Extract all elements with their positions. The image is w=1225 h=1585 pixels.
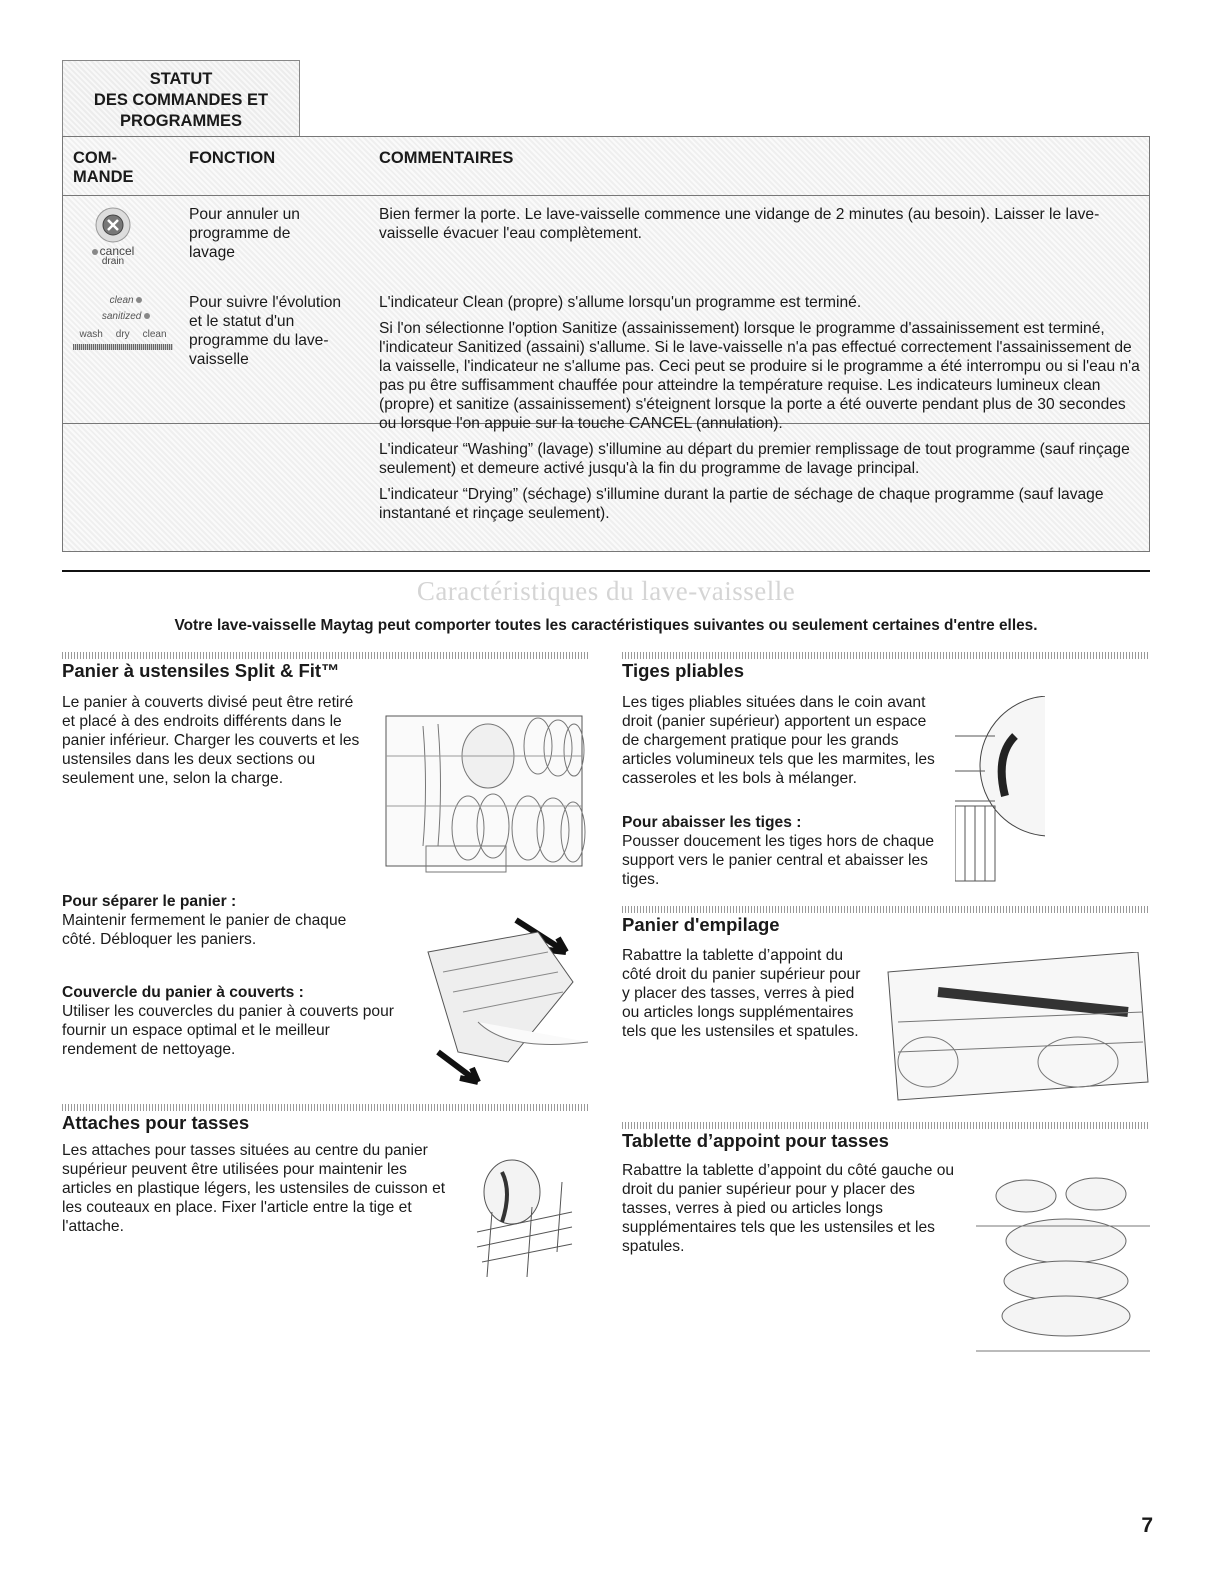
fold-tines-heading: Tiges pliables <box>622 660 745 681</box>
stacking-rack-illustration <box>878 952 1150 1102</box>
clean-led-icon <box>136 297 142 303</box>
clean-label: clean <box>142 329 167 340</box>
sanitized-led-icon <box>144 313 150 319</box>
arrow-down-icon <box>438 1052 478 1082</box>
fold-tines-body: Les tiges pliables situées dans le coin avant droit (panier supérieur) apportent un espace de chargement pratique pour les grands articles volumineux tels que les marmites, les casseroles et les bols à mélanger. <box>622 694 935 787</box>
sanitized-indicator-label: sanitized <box>101 311 142 322</box>
progress-labels <box>73 329 173 340</box>
cancel-label-text: cancel <box>99 244 135 258</box>
divider-fold-tines <box>622 652 1150 659</box>
fold-tines-sub-body: Pousser doucement les tiges hors de chaque support vers le panier central et abaisser les tiges. <box>622 833 935 888</box>
status-table <box>62 136 1150 552</box>
clean-indicator-label: clean <box>109 295 134 306</box>
cup-clip-illustration <box>472 1152 582 1282</box>
row2-comments <box>379 293 1141 530</box>
progress-bar-icon <box>73 344 173 350</box>
header-function: FONCTION <box>189 149 276 167</box>
cup-shelf-heading: Tablette d’appoint pour tasses <box>622 1130 889 1151</box>
divider-cup-shelf <box>622 1122 1150 1129</box>
header-comments: COMMENTAIRES <box>379 149 514 167</box>
split-fit-sub2-body: Utiliser les couvercles du panier à couverts pour fournir un espace optimal et le meilleur rendement de nettoyage. <box>62 1003 394 1058</box>
status-table-tab <box>62 60 300 136</box>
header-command-line1: COM- <box>73 149 117 167</box>
tab-title-line-2: DES COMMANDES ET <box>93 91 269 109</box>
cup-clips-body: Les attaches pour tasses situées au centre du panier supérieur peuvent être utilisées pour maintenir les articles en plastique légers, les ustensiles de cuisson et les couteaux en place. Fixer l'article entre la tige et l'attache. <box>62 1142 446 1235</box>
row1-function: Pour annuler un programme de lavage <box>189 206 300 261</box>
clean-indicator <box>79 295 173 306</box>
fold-tines-illustration <box>955 696 1045 886</box>
divider-cup-clips <box>62 1104 589 1111</box>
drain-label: drain <box>101 256 125 267</box>
split-fit-sub1-heading: Pour séparer le panier : <box>62 893 237 910</box>
cancel-drain-control <box>85 205 141 267</box>
row2-comment-1: L'indicateur Clean (propre) s'allume lorsqu'un programme est terminé. <box>379 294 862 311</box>
row2-comment-3: L'indicateur “Washing” (lavage) s'illumine au départ du premier remplissage de tout programme (sauf rinçage seulement) et demeure activé jusqu'à la fin du programme de lavage principal. <box>379 441 1130 477</box>
section-divider <box>62 570 1150 572</box>
tab-title-line-1: STATUT <box>149 70 213 88</box>
split-fit-body: Le panier à couverts divisé peut être retiré et placé à des endroits différents dans le panier inférieur. Charger les couverts et les ustensiles dans les deux sections ou seulement une, selon la charge. <box>62 694 360 787</box>
row2-comment-2: Si l'on sélectionne l'option Sanitize (assainissement) lorsque le programme d'assainissement est terminé, l'indicateur Sanitized (assaini) s'allume. Si le lave-vaisselle n'a pas effectué correctement l'assainissement de la vaisselle, l'indicateur ne s'allume pas. Ceci peut se produire si le programme a été interrompu ou si l'eau n'a pas pu être suffisamment chauffée pour atteindre la température requise. Les indicateurs lumineux clean (propre) et sanitize (assainissement) s'éteignent lorsque la porte a été ouverte pendant plus de 30 secondes ou lorsque l'on appuie sur la touche CANCEL (annulation). <box>379 320 1140 432</box>
row2-function: Pour suivre l'évolution et le statut d'un programme du lave-vaisselle <box>189 294 342 368</box>
tab-title-line-3: PROGRAMMES <box>120 112 242 130</box>
stacking-rack-body: Rabattre la tablette d’appoint du côté droit du panier supérieur pour y placer des tasses, verres à pied ou articles longs supplémentaires tels que les ustensiles et spatules. <box>622 947 861 1040</box>
fold-tines-sub-heading: Pour abaisser les tiges : <box>622 814 802 831</box>
header-command-line2: MANDE <box>73 168 134 186</box>
row1-comment: Bien fermer la porte. Le lave-vaisselle commence une vidange de 2 minutes (au besoin). Laisser le lave-vaisselle évacuer l'eau complètement. <box>379 206 1100 242</box>
sanitized-indicator <box>79 311 173 322</box>
stacking-rack-heading: Panier d'empilage <box>622 914 780 935</box>
split-fit-sub2-heading: Couvercle du panier à couverts : <box>62 984 304 1001</box>
section-title: Caractéristiques du lave-vaisselle <box>416 576 796 606</box>
split-fit-basket-illustration <box>368 696 590 882</box>
status-table-header <box>63 137 1149 196</box>
cancel-button-icon <box>85 205 141 245</box>
divider-split-fit <box>62 652 589 659</box>
cup-clips-heading: Attaches pour tasses <box>62 1112 250 1133</box>
split-fit-sub1-body: Maintenir fermement le panier de chaque côté. Débloquer les paniers. <box>62 912 347 948</box>
divider-stacking-rack <box>622 906 1150 913</box>
basket-separate-illustration <box>398 912 598 1092</box>
indicator-panel <box>73 295 173 350</box>
dry-label: dry <box>115 329 130 340</box>
row2-comment-4: L'indicateur “Drying” (séchage) s'illumine durant la partie de séchage de chaque programme (sauf lavage instantané et rinçage seulement). <box>379 486 1104 522</box>
split-fit-heading: Panier à ustensiles Split & Fit™ <box>62 660 340 681</box>
wash-label: wash <box>79 329 103 340</box>
page-number: 7 <box>1141 1514 1153 1537</box>
cancel-led-icon <box>92 249 98 255</box>
cup-shelf-illustration <box>976 1166 1150 1362</box>
section-intro: Votre lave-vaisselle Maytag peut comporter toutes les caractéristiques suivantes ou seulement certaines d'entre elles. <box>174 617 1038 634</box>
header-command <box>73 149 134 187</box>
cup-shelf-body: Rabattre la tablette d’appoint du côté gauche ou droit du panier supérieur pour y placer des tasses, verres à pied ou articles longs supplémentaires tels que les ustensiles et les spatules. <box>622 1162 955 1255</box>
